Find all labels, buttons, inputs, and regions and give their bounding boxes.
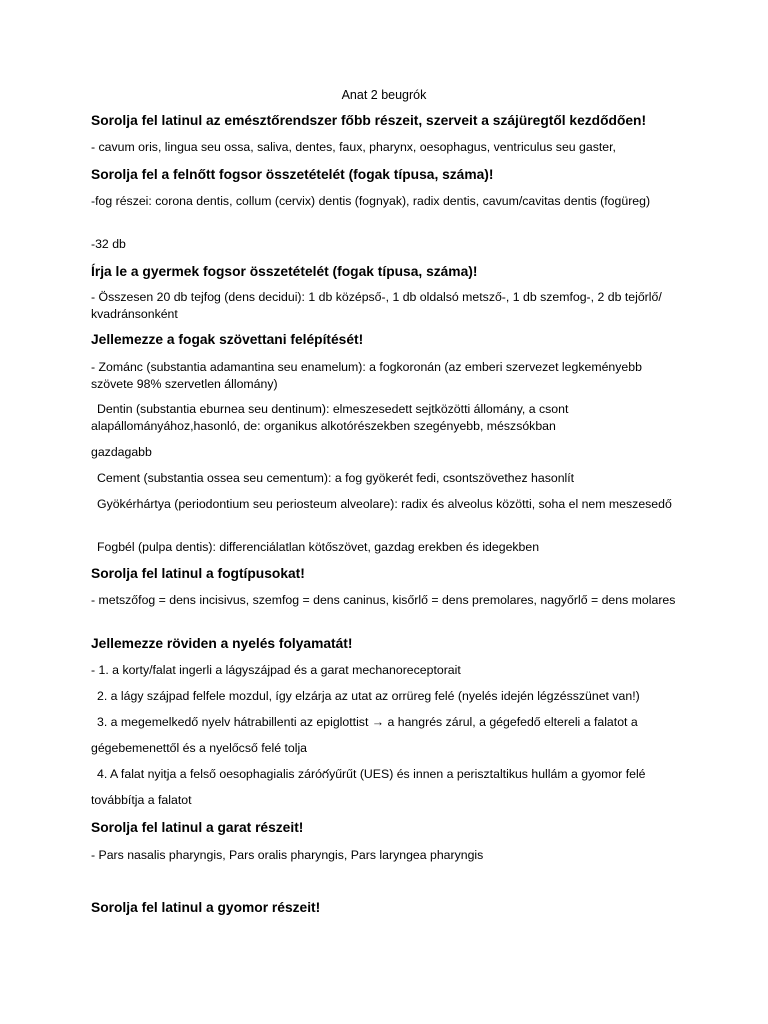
answer-pulp: Fogbél (pulpa dentis): differenciálatlan kötőszövet, gazdag erekben és idegekben [97, 540, 540, 554]
answer-digestive-parts: - cavum oris, lingua seu ossa, saliva, dentes, faux, pharynx, oesophagus, ventriculus seu gaster, [91, 140, 616, 154]
answer-swallowing-step-1: - 1. a korty/falat ingerli a lágyszájpad és a garat mechanoreceptorait [91, 663, 461, 677]
answer-enamel: - Zománc (substantia adamantina seu enamelum): a fogkoronán (az emberi szervezet legkeményebb szövete 98% szervetlen állomány) [91, 360, 642, 391]
question-heading-swallowing: Jellemezze röviden a nyelés folyamatát! [91, 636, 353, 651]
question-heading-tooth-histology: Jellemezze a fogak szövettani felépítését! [91, 332, 364, 347]
answer-child-teeth: - Összesen 20 db tejfog (dens decidui): 1 db középső-, 1 db oldalsó metsző-, 1 db szemfog-, 2 db tejőrlő/ kvadránsonként [91, 290, 662, 321]
answer-swallowing-step-4-continued: továbbítja a falatot [91, 793, 192, 807]
answer-swallowing-step-3-continued: gégebemenettől és a nyelőcső felé tolja [91, 741, 308, 755]
document-title: Anat 2 beugrók [341, 88, 427, 102]
answer-swallowing-step-4: 4. A falat nyitja a felső oesophagialis záróగyűrűt (UES) és innen a perisztaltikus hullám a gyomor felé [97, 767, 646, 781]
answer-swallowing-step-2: 2. a lágy szájpad felfele mozdul, így elzárja az utat az orrüreg felé (nyelés idején légzésszünet van!) [97, 689, 640, 703]
answer-cement: Cement (substantia ossea seu cementum): a fog gyökerét fedi, csontszövethez hasonlít [97, 471, 575, 485]
question-heading-stomach-parts: Sorolja fel latinul a gyomor részeit! [91, 900, 321, 915]
answer-pharynx-parts: - Pars nasalis pharyngis, Pars oralis pharyngis, Pars laryngea pharyngis [91, 848, 484, 862]
question-heading-tooth-types: Sorolja fel latinul a fogtípusokat! [91, 566, 305, 581]
answer-dentin: Dentin (substantia eburnea seu dentinum): elmeszesedett sejtközötti állomány, a csont alapállományához,hasonló, de: organikus alkotórészekben szegényebb, mészsókban [91, 402, 569, 433]
question-heading-pharynx-parts: Sorolja fel latinul a garat részeit! [91, 820, 304, 835]
answer-periodontium: Gyökérhártya (periodontium seu periosteum alveolare): radix és alveolus közötti, soha el nem meszesedő [97, 497, 672, 511]
question-heading-child-teeth: Írja le a gyermek fogsor összetételét (fogak típusa, száma)! [91, 264, 478, 279]
answer-tooth-types: - metszőfog = dens incisivus, szemfog = dens caninus, kisőrlő = dens premolares, nagyőrlő = dens molares [91, 593, 676, 607]
answer-tooth-count: -32 db [91, 237, 126, 251]
answer-dentin-continued: gazdagabb [91, 445, 152, 459]
question-heading-digestive-parts: Sorolja fel latinul az emésztőrendszer főbb részeit, szerveit a szájüregtől kezdődően! [91, 113, 647, 128]
answer-swallowing-step-3: 3. a megemelkedő nyelv hátrabillenti az epiglottist → a hangrés zárul, a gégefedő eltereli a falatot a [97, 715, 638, 729]
answer-tooth-parts: -fog részei: corona dentis, collum (cervix) dentis (fognyak), radix dentis, cavum/cavitas dentis (fogüreg) [91, 194, 651, 208]
question-heading-adult-teeth: Sorolja fel a felnőtt fogsor összetételét (fogak típusa, száma)! [91, 167, 494, 182]
